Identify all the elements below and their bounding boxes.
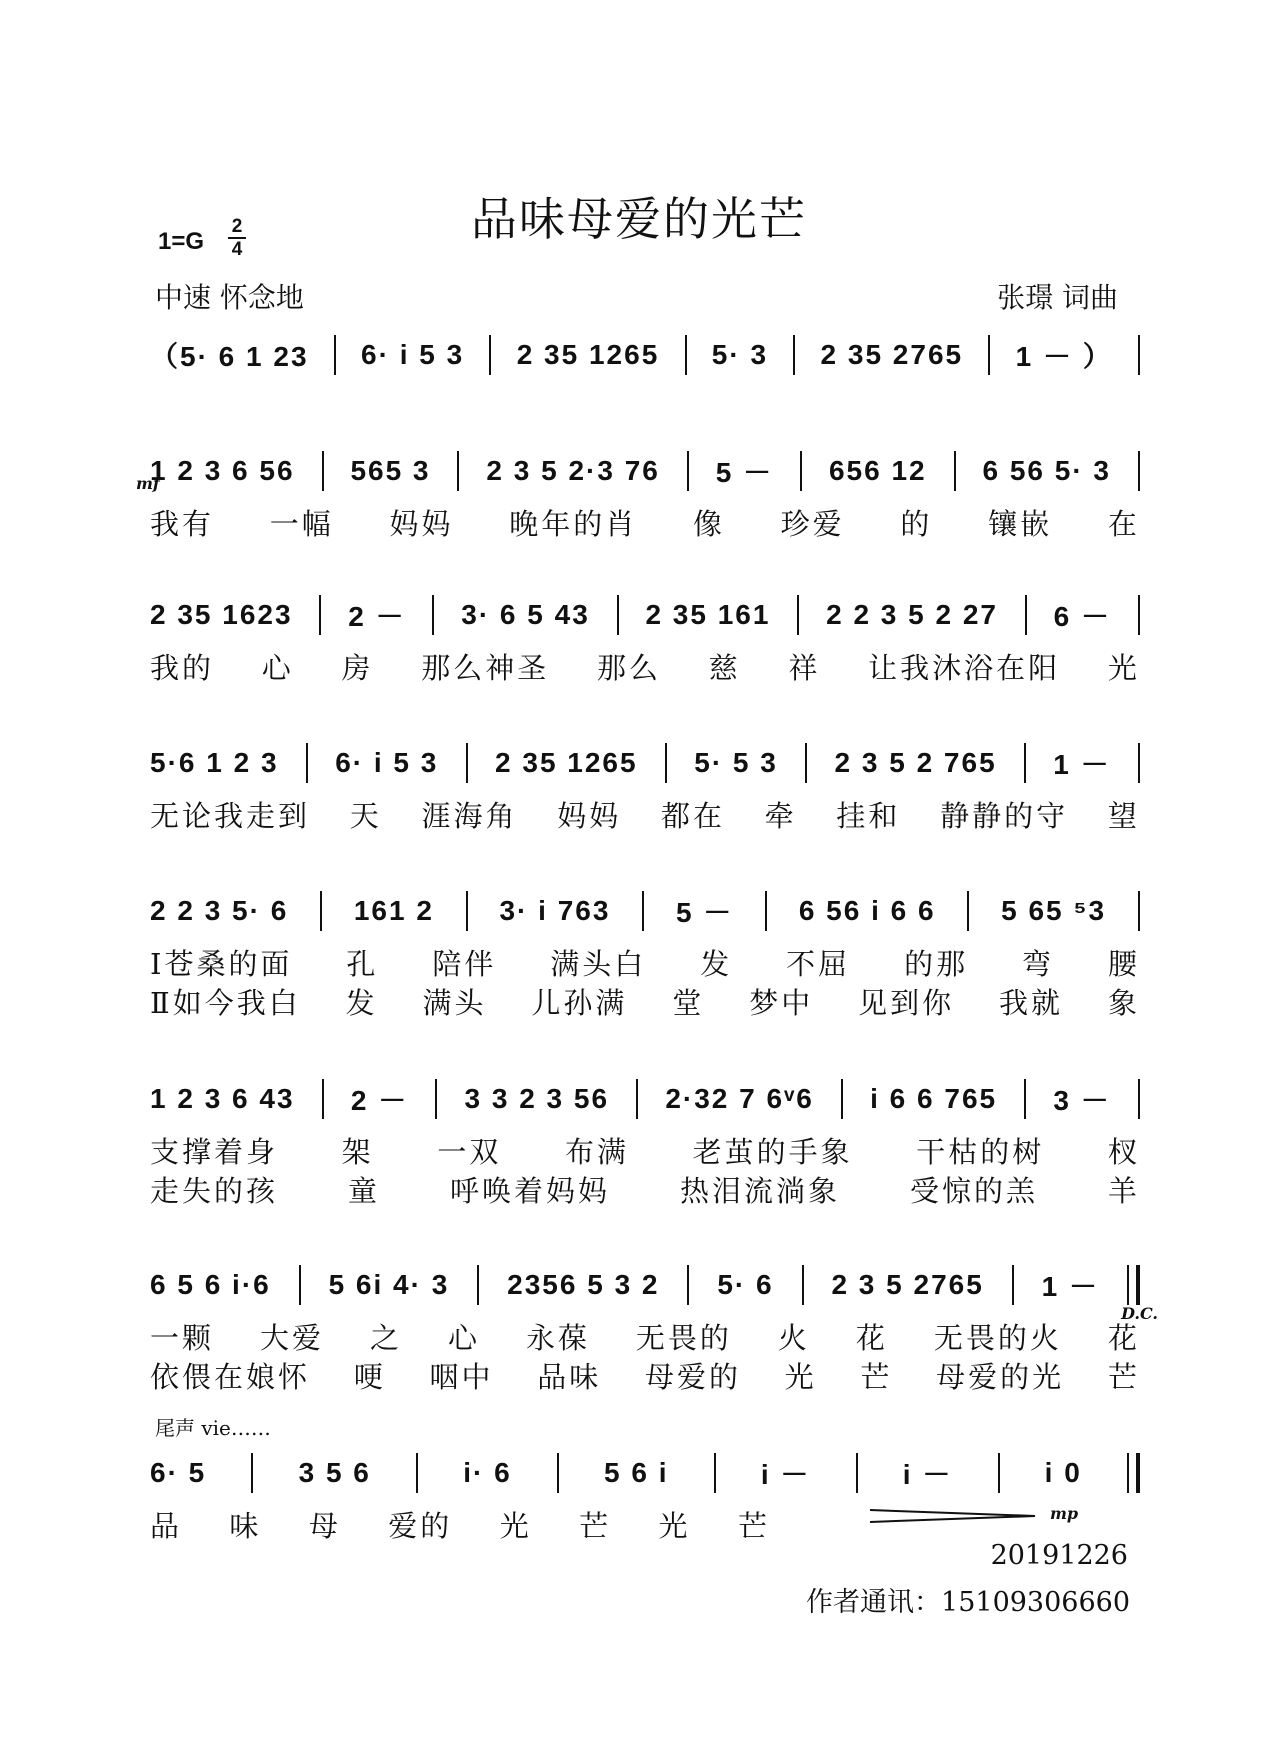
lyric-line bbox=[150, 981, 1140, 1022]
measure: 161 2 bbox=[353, 895, 434, 926]
lyric-word: 永葆 bbox=[525, 1321, 590, 1355]
measure: 6 5 6 i·6 bbox=[150, 1269, 271, 1300]
notes-row bbox=[150, 886, 1140, 936]
lyric-word: 镶嵌 bbox=[988, 507, 1053, 541]
measure: 2·32 7 6ᵛ6 bbox=[665, 1083, 814, 1114]
lyric-line bbox=[150, 502, 1140, 543]
lyric-word: Ⅱ如今我白 bbox=[150, 986, 301, 1020]
measure: i 0 bbox=[1044, 1457, 1082, 1488]
tempo-marking: 中速 怀念地 bbox=[155, 281, 304, 314]
lyric-word: 花 bbox=[855, 1321, 888, 1355]
measure: 2 35 2765 bbox=[820, 339, 964, 370]
measure: 2 35 1623 bbox=[150, 599, 293, 630]
measure: 1 － bbox=[1053, 749, 1111, 780]
lyric-word: 花 bbox=[1107, 1321, 1140, 1355]
lyric-word: 爱的 bbox=[388, 1509, 453, 1543]
lyric-word: 大爱 bbox=[259, 1321, 324, 1355]
measure: 6 － bbox=[1053, 601, 1112, 632]
lyric-word: 我有 bbox=[150, 507, 215, 541]
lyric-word: 母爱的 bbox=[644, 1360, 741, 1394]
lyric-word: 依偎在娘怀 bbox=[150, 1360, 311, 1394]
lyric-word: 光 bbox=[1107, 651, 1140, 685]
dynamic-marking: mf bbox=[136, 474, 160, 493]
lyric-word: 涯海角 bbox=[421, 799, 518, 833]
lyric-word: 母 bbox=[308, 1509, 341, 1543]
measure: 3 5 6 bbox=[298, 1457, 371, 1488]
lyric-word: 我就 bbox=[999, 986, 1064, 1020]
lyric-line bbox=[150, 942, 1140, 983]
lyric-word: 静静的守 bbox=[940, 799, 1069, 833]
measure: 5 － bbox=[675, 897, 734, 928]
measure: 2 － bbox=[350, 1085, 409, 1116]
lyric-word: 架 bbox=[341, 1135, 374, 1169]
measure: 5· 3 bbox=[711, 339, 769, 370]
measure: 5· 5 3 bbox=[694, 747, 778, 778]
notes-row bbox=[150, 1448, 1140, 1498]
lyric-line bbox=[150, 1130, 1140, 1171]
measure: 3 3 2 3 56 bbox=[464, 1083, 610, 1114]
lyric-word: 那么 bbox=[596, 651, 661, 685]
composer-credit: 张璟 词曲 bbox=[997, 281, 1118, 314]
measure: 2 35 1265 bbox=[516, 339, 660, 370]
time-signature-top: 2 bbox=[228, 216, 246, 239]
lyric-word: 受惊的羔 bbox=[909, 1174, 1038, 1208]
lyric-word: 满头 bbox=[422, 986, 487, 1020]
lyric-word: 走失的孩 bbox=[150, 1174, 279, 1208]
lyric-word: 芒 bbox=[579, 1509, 612, 1543]
notes-row bbox=[150, 590, 1140, 640]
lyric-word: 天 bbox=[349, 799, 382, 833]
lyric-line bbox=[150, 1316, 1140, 1357]
notes-row bbox=[150, 330, 1140, 380]
lyric-word: 无畏的 bbox=[635, 1321, 732, 1355]
dynamic-marking: mp bbox=[1050, 1504, 1079, 1523]
lyric-word: 呼唤着妈妈 bbox=[449, 1174, 610, 1208]
measure: 3· 6 5 43 bbox=[461, 599, 590, 630]
lyric-word: 无畏的火 bbox=[933, 1321, 1062, 1355]
lyric-word: 支撑着身 bbox=[150, 1135, 279, 1169]
measure: 1 － ） bbox=[1015, 341, 1113, 372]
lyric-word: 羊 bbox=[1107, 1174, 1140, 1208]
lyric-word: 让我沐浴在阳 bbox=[868, 651, 1061, 685]
measure: 2 3 5 2·3 76 bbox=[486, 455, 660, 486]
lyric-word: 梦中 bbox=[749, 986, 814, 1020]
lyric-word: 味 bbox=[229, 1509, 262, 1543]
lyric-word: 弯 bbox=[1022, 947, 1055, 981]
lyric-word: Ⅰ苍桑的面 bbox=[150, 947, 293, 981]
lyric-line bbox=[150, 1169, 1140, 1210]
measure: 5 － bbox=[715, 457, 774, 488]
measure: （5· 6 1 23 bbox=[150, 341, 309, 372]
notes-row bbox=[150, 738, 1140, 788]
lyric-word: 儿孙满 bbox=[531, 986, 628, 1020]
lyric-word: 干枯的树 bbox=[916, 1135, 1045, 1169]
lyric-word: 不屈 bbox=[786, 947, 851, 981]
time-signature bbox=[228, 216, 246, 260]
lyric-line bbox=[150, 646, 1140, 687]
lyric-word: 之 bbox=[369, 1321, 402, 1355]
lyric-word: 布满 bbox=[564, 1135, 629, 1169]
lyric-word: 发 bbox=[345, 986, 378, 1020]
measure: 5 6 i bbox=[604, 1457, 669, 1488]
lyric-word: 品 bbox=[150, 1509, 183, 1543]
lyric-word: 满头白 bbox=[550, 947, 647, 981]
lyric-word: 光 bbox=[658, 1509, 691, 1543]
lyric-word: 妈妈 bbox=[557, 799, 622, 833]
lyric-line bbox=[150, 1355, 1140, 1396]
lyric-word: 妈妈 bbox=[389, 507, 454, 541]
lyric-word: 房 bbox=[341, 651, 374, 685]
measure: 1 － bbox=[1041, 1271, 1099, 1302]
lyric-word: 童 bbox=[347, 1174, 380, 1208]
lyric-word: 望 bbox=[1107, 799, 1140, 833]
lyric-word: 晚年的肖 bbox=[509, 507, 638, 541]
notes-row bbox=[150, 1260, 1140, 1310]
measure: 2 － bbox=[348, 601, 406, 632]
notes-row bbox=[150, 446, 1140, 496]
lyric-word: 一颗 bbox=[150, 1321, 215, 1355]
measure: 2 35 1265 bbox=[495, 747, 638, 778]
lyric-word: 一双 bbox=[437, 1135, 502, 1169]
lyric-word: 火 bbox=[777, 1321, 810, 1355]
lyric-word: 我的 bbox=[150, 651, 215, 685]
lyric-word: 那么神圣 bbox=[421, 651, 550, 685]
lyric-word: 堂 bbox=[672, 986, 705, 1020]
lyric-word: 光 bbox=[784, 1360, 817, 1394]
lyric-word: 珍爱 bbox=[780, 507, 845, 541]
lyric-word: 慈 bbox=[708, 651, 741, 685]
measure: 6 56 5· 3 bbox=[982, 455, 1111, 486]
measure: i 6 6 765 bbox=[870, 1083, 998, 1114]
measure: 2 3 5 2765 bbox=[831, 1269, 984, 1300]
measure: 565 3 bbox=[350, 455, 431, 486]
lyric-word: 腰 bbox=[1107, 947, 1140, 981]
notes-row bbox=[150, 1074, 1140, 1124]
measure: 2 35 161 bbox=[645, 599, 771, 630]
measure: 6· i 5 3 bbox=[335, 747, 439, 778]
measure: 6· 5 bbox=[150, 1457, 207, 1488]
lyric-word: 一幅 bbox=[269, 507, 334, 541]
lyric-word: 都在 bbox=[660, 799, 725, 833]
lyric-word: 的 bbox=[900, 507, 933, 541]
song-title: 品味母爱的光芒 bbox=[471, 192, 807, 246]
measure: 2 3 5 2 765 bbox=[834, 747, 997, 778]
composition-date: 20191226 bbox=[990, 1540, 1128, 1571]
measure: 5·6 1 2 3 bbox=[150, 747, 279, 778]
measure: 5 6i 4· 3 bbox=[328, 1269, 450, 1300]
measure: i － bbox=[902, 1459, 953, 1490]
measure: 2356 5 3 2 bbox=[507, 1269, 660, 1300]
measure: 2 2 3 5· 6 bbox=[150, 895, 289, 926]
key-signature: 1=G bbox=[158, 228, 205, 255]
lyric-word: 老茧的手象 bbox=[692, 1135, 853, 1169]
lyric-word: 热泪流淌象 bbox=[679, 1174, 840, 1208]
measure: 2 2 3 5 2 27 bbox=[826, 599, 998, 630]
lyric-word: 牵 bbox=[764, 799, 797, 833]
measure: 1 2 3 6 43 bbox=[150, 1083, 295, 1114]
lyric-word: 在 bbox=[1107, 507, 1140, 541]
lyric-word: 芒 bbox=[1107, 1360, 1140, 1394]
measure: 6· i 5 3 bbox=[361, 339, 465, 370]
lyric-word: 咽中 bbox=[429, 1360, 494, 1394]
lyric-word: 哽 bbox=[353, 1360, 386, 1394]
lyric-line bbox=[150, 1504, 770, 1545]
measure: 656 12 bbox=[828, 455, 927, 486]
measure: 5· 6 bbox=[717, 1269, 774, 1300]
author-contact: 作者通讯：15109306660 bbox=[806, 1587, 1130, 1618]
diminuendo-hairpin bbox=[870, 1506, 1040, 1526]
measure: i － bbox=[760, 1459, 811, 1490]
measure: 3 － bbox=[1053, 1085, 1111, 1116]
measure: i· 6 bbox=[463, 1457, 512, 1488]
lyric-word: 心 bbox=[261, 651, 294, 685]
lyric-word: 像 bbox=[692, 507, 725, 541]
measure: 5 65 ⁵3 bbox=[1001, 895, 1107, 926]
lyric-word: 芒 bbox=[860, 1360, 893, 1394]
lyric-word: 心 bbox=[447, 1321, 480, 1355]
lyric-line bbox=[150, 794, 1140, 835]
time-signature-bottom: 4 bbox=[231, 239, 243, 260]
lyric-word: 母爱的光 bbox=[936, 1360, 1065, 1394]
lyric-word: 祥 bbox=[788, 651, 821, 685]
lyric-word: 孔 bbox=[346, 947, 379, 981]
lyric-word: 陪伴 bbox=[432, 947, 497, 981]
lyric-word: 无论我走到 bbox=[150, 799, 311, 833]
coda-label: 尾声 vie…… bbox=[155, 1416, 271, 1440]
lyric-word: 品味 bbox=[537, 1360, 602, 1394]
lyric-word: 发 bbox=[700, 947, 733, 981]
lyric-word: 光 bbox=[499, 1509, 532, 1543]
dc-marking: D.C. bbox=[1121, 1304, 1158, 1323]
measure: 6 56 i 6 6 bbox=[798, 895, 936, 926]
lyric-word: 象 bbox=[1107, 986, 1140, 1020]
lyric-word: 挂和 bbox=[836, 799, 901, 833]
lyric-word: 见到你 bbox=[858, 986, 955, 1020]
lyric-word: 杈 bbox=[1107, 1135, 1140, 1169]
lyric-word: 芒 bbox=[737, 1509, 770, 1543]
lyric-word: 的那 bbox=[904, 947, 969, 981]
measure: 1 2 3 6 56 bbox=[150, 455, 295, 486]
measure: 3· i 763 bbox=[499, 895, 611, 926]
